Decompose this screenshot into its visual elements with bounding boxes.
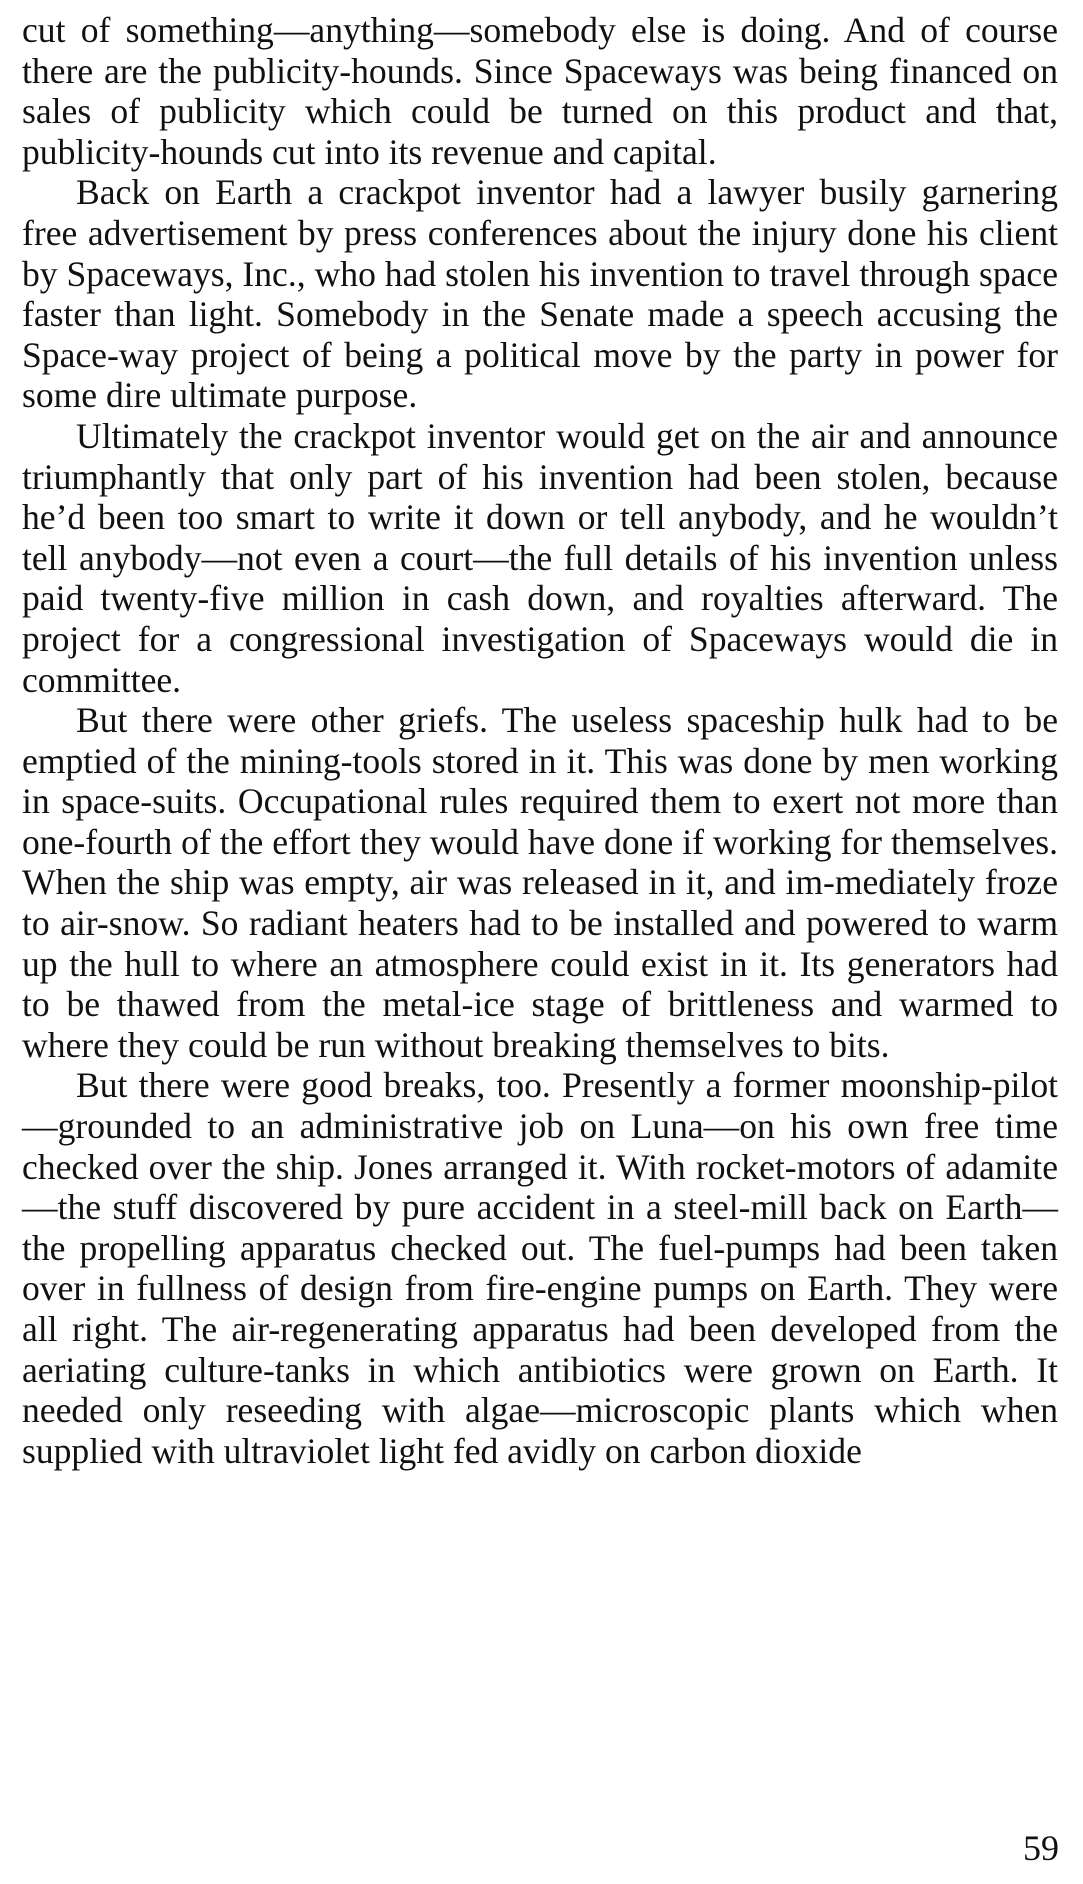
paragraph-2: Back on Earth a crackpot inventor had a lawyer busily garnering free advertisement by press conferences about the injury done his client by Spaceways, Inc., who had stolen his invention to travel through space faster than light. Somebody in the Senate made a speech accusing the Space-way project of being a political move by the party in power for some dire ultimate purpose.	[22, 172, 1058, 416]
paragraph-5: But there were good breaks, too. Presently a former moonship-pilot—grounded to an administrative job on Luna—on his own free time checked over the ship. Jones arranged it. With rocket-motors of adamite—the stuff discovered by pure accident in a steel-mill back on Earth—the propelling apparatus checked out. The fuel-pumps had been taken over in fullness of design from fire-engine pumps on Earth. They were all right. The air-regenerating apparatus had been developed from the aeriating culture-tanks in which antibiotics were grown on Earth. It needed only reseeding with algae—microscopic plants which when supplied with ultraviolet light fed avidly on carbon dioxide	[22, 1065, 1058, 1471]
paragraph-3: Ultimately the crackpot inventor would get on the air and announce triumphantly that only part of his invention had been stolen, because he’d been too smart to write it down or tell anybody, and he wouldn’t tell anybody—not even a court—the full details of his invention unless paid twenty-five million in cash down, and royalties afterward. The project for a congressional investigation of Spaceways would die in committee.	[22, 415, 1058, 700]
paragraph-4: But there were other griefs. The useless spaceship hulk had to be emptied of the mining-tools stored in it. This was done by men working in space-suits. Occupational rules required them to exert not more than one-fourth of the effort they would have done if working for themselves. When the ship was empty, air was released in it, and im-mediately froze to air-snow. So radiant heaters had to be installed and powered to warm up the hull to where an atmosphere could exist in it. Its generators had to be thawed from the metal-ice stage of brittleness and warmed to where they could be run without breaking themselves to bits.	[22, 700, 1058, 1065]
paragraph-1: cut of something—anything—somebody else is doing. And of course there are the publicity-hounds. Since Spaceways was being financed on sales of publicity which could be turned on this product and that, publicity-hounds cut into its revenue and capital.	[22, 10, 1058, 172]
body-text	[22, 10, 1058, 1471]
page-number: 59	[1023, 1828, 1059, 1868]
